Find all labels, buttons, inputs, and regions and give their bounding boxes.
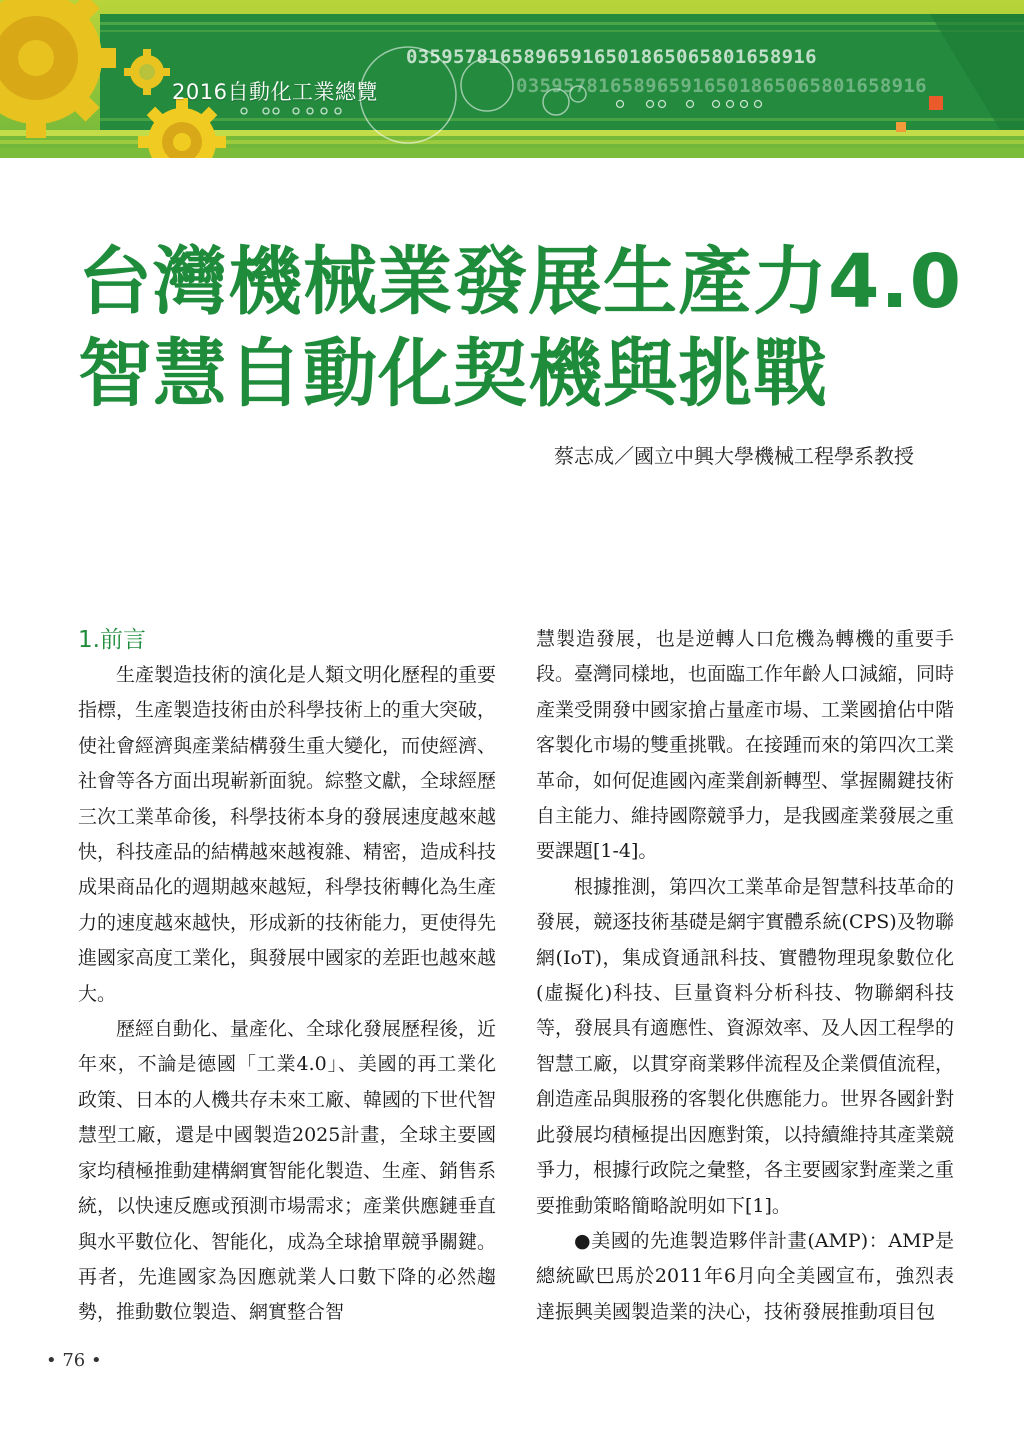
- accent-square: [929, 96, 943, 110]
- banner-digits-bottom: 03595781658965916501865065801658916: [516, 75, 927, 97]
- author-byline: 蔡志成／國立中興大學機械工程學系教授: [554, 444, 914, 468]
- header-banner: [0, 0, 1024, 158]
- section-heading: 1.前言: [78, 627, 146, 653]
- left-column: [78, 622, 496, 1331]
- paragraph: 慧製造發展，也是逆轉人口危機為轉機的重要手段。臺灣同樣地，也面臨工作年齡人口減縮，同時產業受開發中國家搶占量產市場、工業國搶佔中階客製化市場的雙重挑戰。在接踵而來的第四次工業革命，如何促進國內產業創新轉型、掌握關鍵技術自主能力、維持國際競爭力，是我國產業發展之重要課題[1-4]。: [536, 628, 955, 863]
- accent-square: [896, 122, 906, 132]
- title-line-2: 智慧自動化契機與挑戰: [78, 331, 828, 417]
- page-number: • 76 •: [46, 1350, 102, 1371]
- series-title: 2016自動化工業總覽: [172, 80, 378, 104]
- paragraph: ●美國的先進製造夥伴計畫(AMP)：AMP是總統歐巴馬於2011年6月向全美國宣布，強烈表達振興美國製造業的決心，技術發展推動項目包: [536, 1229, 954, 1323]
- article-title: [78, 236, 978, 420]
- paragraph: 根據推測，第四次工業革命是智慧科技革命的發展，競逐技術基礎是網宇實體系統(CPS)及物聯網(IoT)，集成資通訊科技、實體物理現象數位化(虛擬化)科技、巨量資料分析科技、物聯網科技等，發展具有適應性、資源效率、及人因工程學的智慧工廠，以貫穿商業夥伴流程及企業價值流程，創造產品與服務的客製化供應能力。世界各國針對此發展均積極提出因應對策，以持續維持其產業競爭力，根據行政院之彙整，各主要國家對產業之重要推動策略簡略說明如下[1]。: [536, 875, 955, 1217]
- banner-digits-top: 03595781658965916501865065801658916: [406, 46, 817, 68]
- paragraph: 生產製造技術的演化是人類文明化歷程的重要指標，生產製造技術由於科學技術上的重大突破，使社會經濟與產業結構發生重大變化，而使經濟、社會等各方面出現嶄新面貌。綜整文獻，全球經歷三次工業革命後，科學技術本身的發展速度越來越快，科技產品的結構越來越複雜、精密，造成科技成果商品化的週期越來越短，科學技術轉化為生產力的速度越來越快，形成新的技術能力，更使得先進國家高度工業化，與發展中國家的差距也越來越大。: [78, 664, 497, 1005]
- paragraph: 歷經自動化、量產化、全球化發展歷程後，近年來，不論是德國「工業4.0」、美國的再工業化政策、日本的人機共存未來工廠、韓國的下世代智慧型工廠，還是中國製造2025計畫，全球主要國家均積極推動建構網實智能化製造、生產、銷售系統，以快速反應或預測市場需求；產業供應鏈垂直與水平數位化、智能化，成為全球搶單競爭關鍵。再者，先進國家為因應就業人口數下降的必然趨勢，推動數位製造、網實整合智: [78, 1018, 497, 1324]
- title-line-1: 台灣機械業發展生產力4.0: [78, 239, 963, 325]
- right-column: [536, 622, 954, 1330]
- gear-icon: [0, 0, 116, 138]
